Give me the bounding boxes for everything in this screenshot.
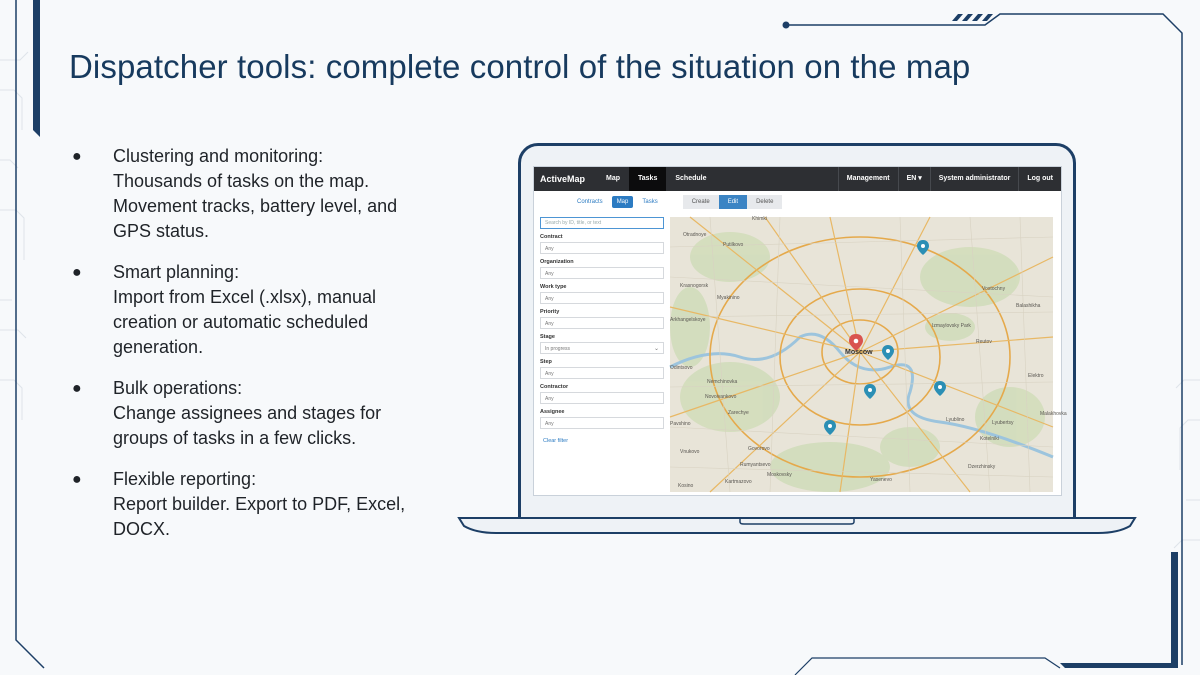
chevron-down-icon: ⌄ [653, 346, 659, 352]
map-label: Zarechye [728, 410, 749, 416]
feature-item [72, 467, 422, 542]
map-label: Izmaylovsky Park [932, 323, 971, 329]
filter-label: Assignee [540, 409, 565, 415]
map-label: Reutov [976, 339, 992, 345]
feature-item [72, 260, 422, 360]
map-label: Elektro [1028, 373, 1044, 379]
filter-work-type [540, 284, 664, 304]
map-label: Putilkovo [723, 242, 744, 248]
map-label: Yasenevo [870, 477, 892, 483]
filter-select[interactable]: Any [540, 267, 664, 279]
map-label: Khimki [752, 216, 768, 222]
filter-contractor [540, 384, 664, 404]
bullet-dot: ● [72, 264, 82, 281]
toggle-tasks[interactable]: Tasks [642, 199, 658, 205]
bullet-dot: ● [72, 471, 82, 488]
filter-step [540, 359, 664, 379]
filter-select[interactable]: Any [540, 292, 664, 304]
feature-text: Change assignees and stages for groups of tasks in a few clicks. [113, 403, 382, 448]
map-label: Moskovsky [767, 472, 792, 478]
map-view[interactable] [670, 216, 1067, 492]
app-content [534, 213, 1067, 497]
logout-link[interactable]: Log out [1018, 167, 1061, 191]
feature-text: Report builder. Export to PDF, Excel, DOCX. [113, 494, 406, 539]
filter-contract [540, 234, 664, 254]
feature-heading: Smart planning: [113, 262, 240, 282]
map-label: Krasnogorsk [680, 283, 709, 289]
delete-button[interactable]: Delete [747, 195, 782, 209]
map-label: Kosino [678, 483, 694, 489]
feature-text: Thousands of tasks on the map. Movement tracks, battery level, and GPS status. [113, 171, 398, 241]
feature-text: Import from Excel (.xlsx), manual creation or automatic scheduled generation. [113, 287, 377, 357]
filter-assignee [540, 409, 664, 429]
map-label: Otradnoye [683, 232, 707, 238]
filter-label: Stage [540, 334, 555, 340]
map-label: Odintsovo [670, 365, 693, 371]
feature-item [72, 144, 422, 244]
nav-tasks[interactable]: Tasks [629, 167, 666, 191]
task-pin[interactable] [824, 420, 836, 435]
filter-select[interactable]: Any [540, 317, 664, 329]
feature-heading: Flexible reporting: [113, 469, 257, 489]
filter-label: Priority [540, 309, 560, 315]
map-label: Vnukovo [680, 449, 700, 455]
map-label: Govorovo [748, 446, 770, 452]
clear-filter-link[interactable]: Clear filter [543, 438, 569, 444]
toggle-map[interactable]: Map [612, 196, 634, 208]
filter-label: Contract [540, 234, 563, 240]
map-label: Novoivankovo [705, 394, 737, 400]
feature-heading: Bulk operations: [113, 378, 243, 398]
search-input[interactable]: Search by ID, title, or text [540, 217, 664, 229]
map-label: Pavshino [670, 421, 691, 427]
map-label: Arkhangelskoye [670, 317, 706, 323]
map-label: Malakhovka [1040, 411, 1067, 417]
app-screen [533, 166, 1067, 496]
filter-select[interactable]: Any [540, 242, 664, 254]
filter-select[interactable]: Any [540, 392, 664, 404]
nav-schedule[interactable]: Schedule [675, 175, 707, 182]
app-navbar [534, 167, 1061, 191]
map-label: Rumyantsevo [740, 462, 771, 468]
task-pin[interactable] [934, 381, 946, 396]
feature-list [72, 144, 422, 558]
slide-title: Dispatcher tools: complete control of the situation on the map [69, 48, 971, 85]
map-label: Vostochny [982, 286, 1006, 292]
filter-priority [540, 309, 664, 329]
edit-button[interactable]: Edit [719, 195, 747, 209]
bullet-dot: ● [72, 380, 82, 397]
laptop-base [458, 517, 1136, 534]
user-menu[interactable]: System administrator [930, 167, 1019, 191]
nav-management[interactable]: Management [838, 167, 898, 191]
app-brand[interactable]: ActiveMap [540, 174, 586, 184]
app-toolbar [534, 191, 1061, 213]
map-label: Balashikha [1016, 303, 1041, 309]
filter-select[interactable]: Any [540, 417, 664, 429]
feature-heading: Clustering and monitoring: [113, 146, 324, 166]
feature-item [72, 376, 422, 451]
action-group [683, 195, 783, 209]
map-label: Dzerzhinsky [968, 464, 996, 470]
filter-label: Organization [540, 259, 574, 265]
filter-label: Step [540, 359, 552, 365]
bullet-dot: ● [72, 148, 82, 165]
filter-organization [540, 259, 664, 279]
map-label: Lyubertsy [992, 420, 1014, 426]
map-label: Lyublino [946, 417, 965, 423]
nav-map[interactable]: Map [606, 175, 621, 182]
map-label: Kartmazovo [725, 479, 752, 485]
filter-panel [540, 217, 664, 444]
filter-stage [540, 334, 664, 354]
filter-select[interactable]: Any [540, 367, 664, 379]
map-label: Myakinino [717, 295, 740, 301]
filter-value: In progress [545, 346, 571, 352]
map-label: Nemchinovka [707, 379, 738, 385]
task-pin[interactable] [917, 240, 929, 255]
task-pin[interactable] [882, 345, 894, 360]
task-pin[interactable] [864, 384, 876, 399]
filter-label: Work type [540, 284, 567, 290]
create-button[interactable]: Create [683, 195, 719, 209]
toggle-contracts[interactable]: Contracts [577, 199, 603, 205]
filter-select[interactable] [540, 342, 664, 354]
language-dropdown[interactable]: EN ▾ [898, 167, 930, 191]
filter-label: Contractor [540, 384, 569, 390]
map-label: Kotelniki [980, 436, 999, 442]
map-label-city: Moscow [845, 349, 873, 356]
